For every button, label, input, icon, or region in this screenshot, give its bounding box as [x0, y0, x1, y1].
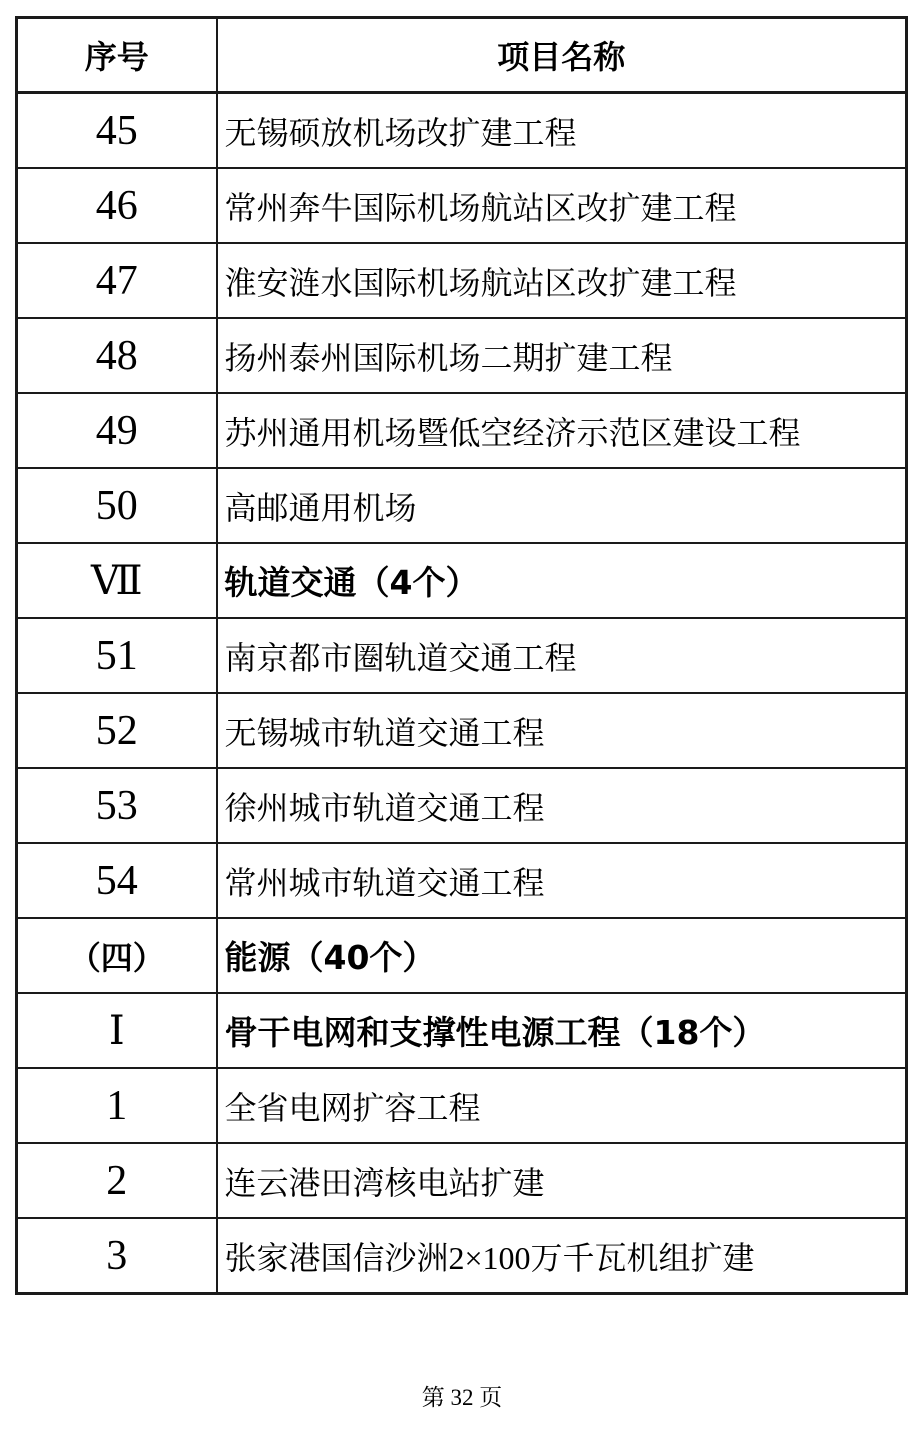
table-row [17, 93, 907, 169]
table-row [17, 1218, 907, 1294]
section-title-cell: 能源（40个） [217, 918, 907, 993]
row-number-cell: （四） [17, 918, 217, 993]
project-name-cell: 南京都市圈轨道交通工程 [217, 618, 907, 693]
row-number-cell: 52 [17, 693, 217, 768]
row-number-cell: 53 [17, 768, 217, 843]
table-row [17, 168, 907, 243]
project-name-cell: 全省电网扩容工程 [217, 1068, 907, 1143]
table-row [17, 468, 907, 543]
row-number-cell: 47 [17, 243, 217, 318]
section-row [17, 993, 907, 1068]
header-serial-number: 序号 [17, 18, 217, 93]
project-name-cell: 高邮通用机场 [217, 468, 907, 543]
project-name-cell: 徐州城市轨道交通工程 [217, 768, 907, 843]
project-name-cell: 扬州泰州国际机场二期扩建工程 [217, 318, 907, 393]
table-row [17, 843, 907, 918]
section-title-cell: 轨道交通（4个） [217, 543, 907, 618]
project-name-cell: 常州城市轨道交通工程 [217, 843, 907, 918]
table-row [17, 243, 907, 318]
project-name-cell: 张家港国信沙洲2×100万千瓦机组扩建 [217, 1218, 907, 1294]
row-number-cell: 45 [17, 93, 217, 169]
project-name-cell: 淮安涟水国际机场航站区改扩建工程 [217, 243, 907, 318]
row-number-cell: 51 [17, 618, 217, 693]
table-row [17, 318, 907, 393]
row-number-cell: Ⅶ [17, 543, 217, 618]
row-number-cell: 49 [17, 393, 217, 468]
page-number: 第 32 页 [421, 1385, 503, 1410]
row-number-cell: 2 [17, 1143, 217, 1218]
row-number-cell: 3 [17, 1218, 217, 1294]
table-row [17, 768, 907, 843]
project-name-cell: 苏州通用机场暨低空经济示范区建设工程 [217, 393, 907, 468]
row-number-cell: Ⅰ [17, 993, 217, 1068]
project-name-cell: 无锡城市轨道交通工程 [217, 693, 907, 768]
table-header-row [17, 18, 907, 93]
table-row [17, 1143, 907, 1218]
table-row [17, 393, 907, 468]
project-name-cell: 常州奔牛国际机场航站区改扩建工程 [217, 168, 907, 243]
row-number-cell: 46 [17, 168, 217, 243]
row-number-cell: 54 [17, 843, 217, 918]
project-table [15, 16, 908, 1295]
section-row [17, 918, 907, 993]
row-number-cell: 1 [17, 1068, 217, 1143]
project-name-cell: 无锡硕放机场改扩建工程 [217, 93, 907, 169]
table-row [17, 618, 907, 693]
section-row [17, 543, 907, 618]
table-row [17, 693, 907, 768]
section-title-cell: 骨干电网和支撑性电源工程（18个） [217, 993, 907, 1068]
row-number-cell: 50 [17, 468, 217, 543]
header-project-name: 项目名称 [217, 18, 907, 93]
row-number-cell: 48 [17, 318, 217, 393]
project-name-cell: 连云港田湾核电站扩建 [217, 1143, 907, 1218]
table-row [17, 1068, 907, 1143]
